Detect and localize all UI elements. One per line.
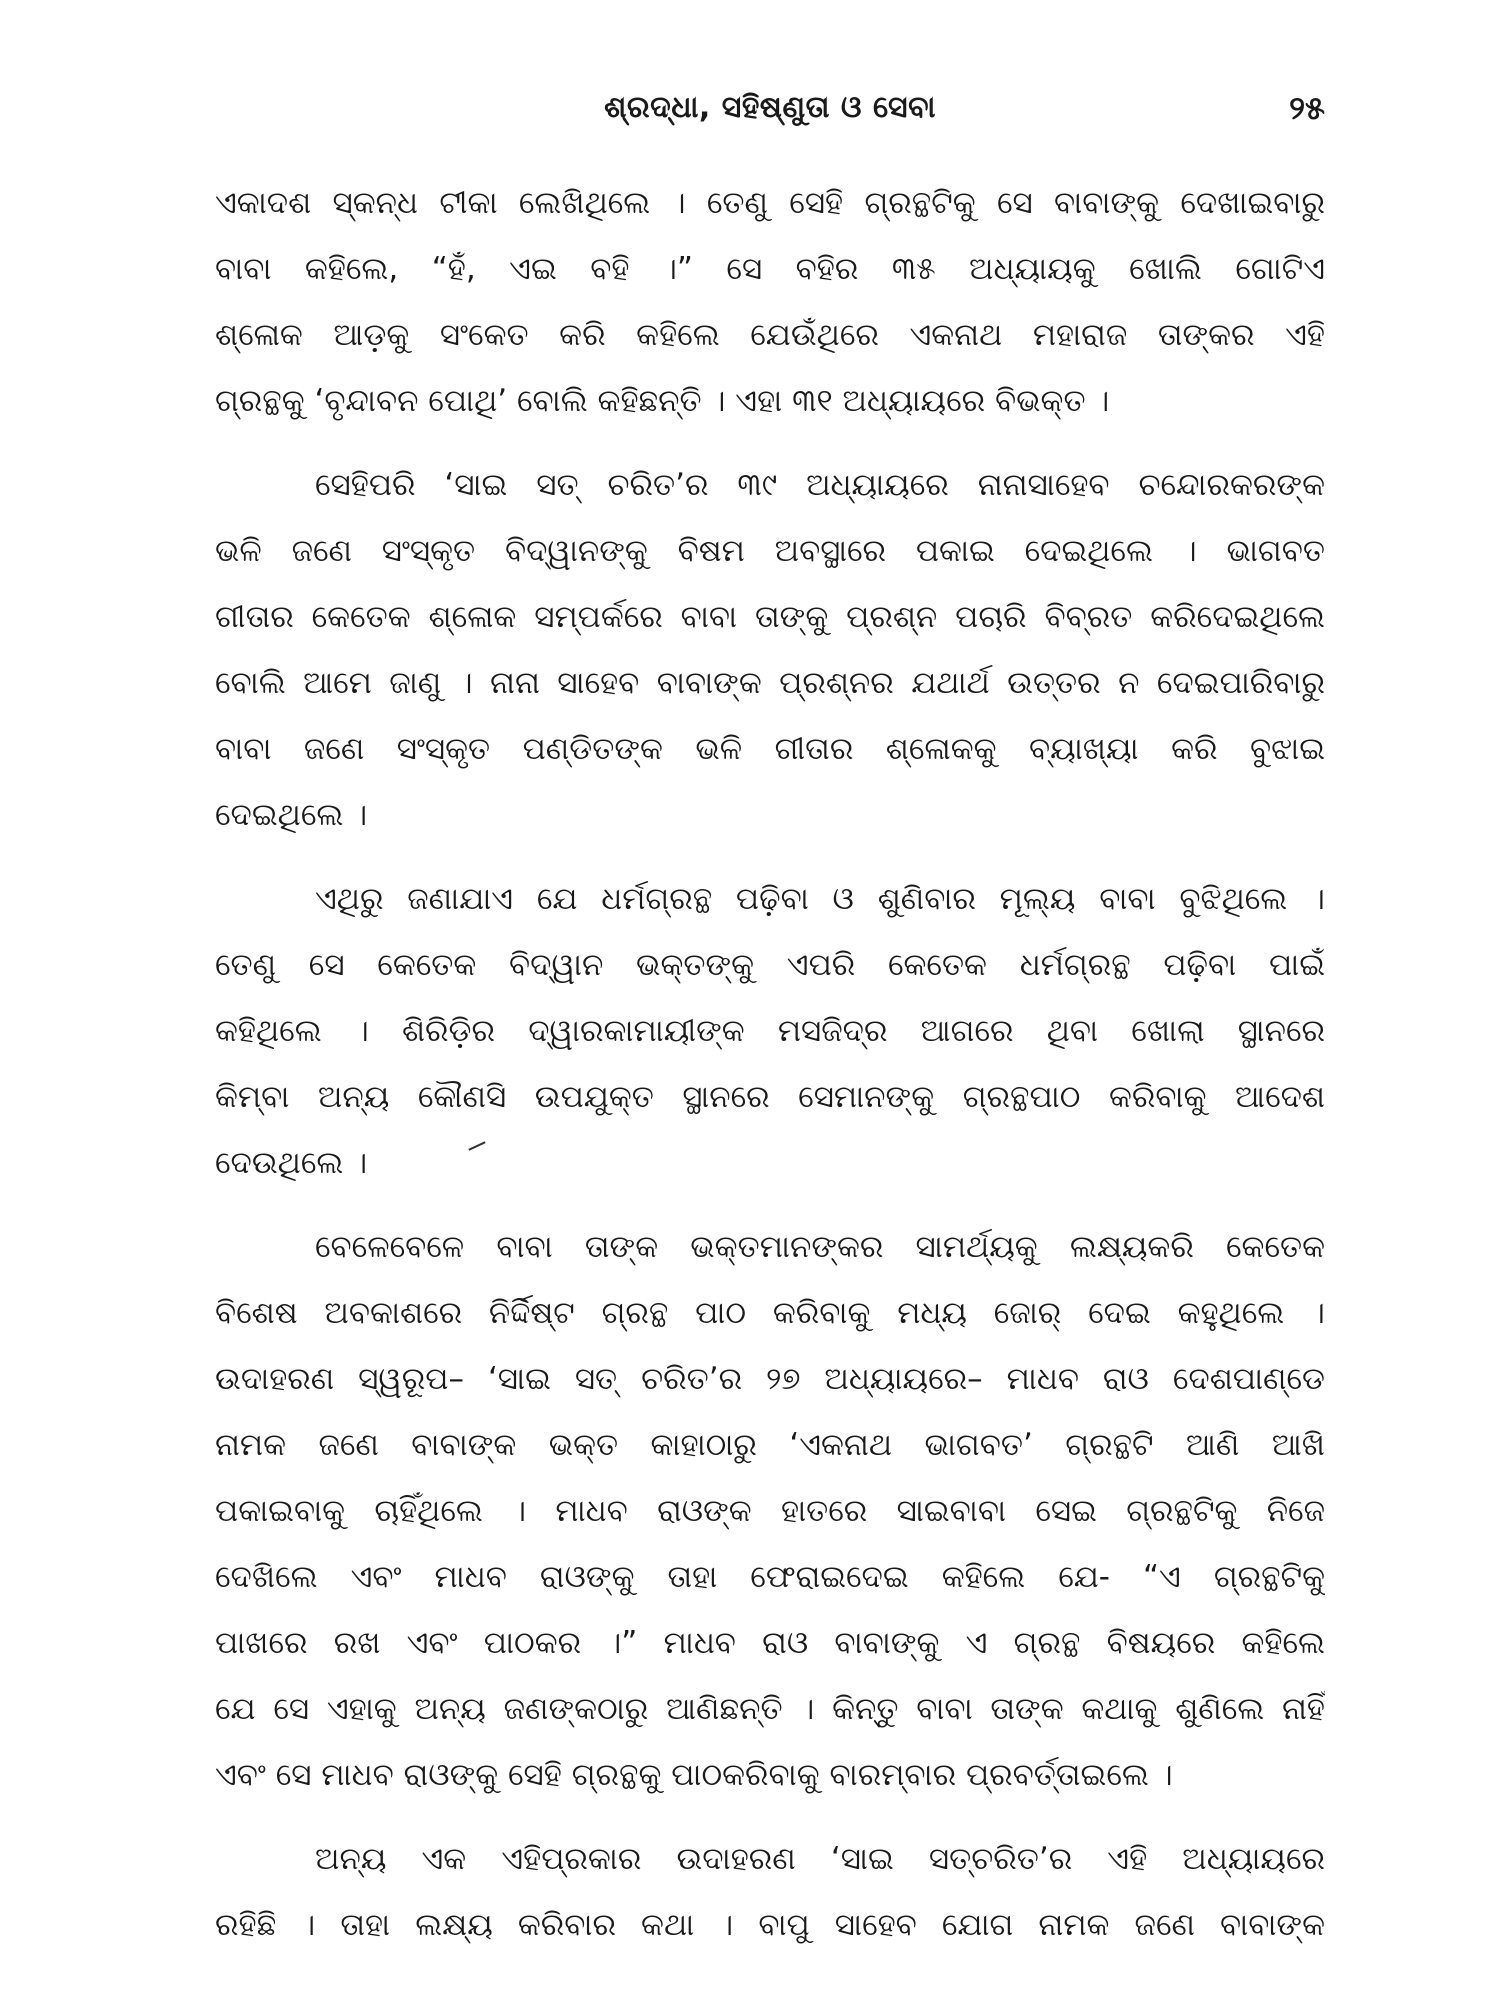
text-line: ଦେଉଥିଲେ । [215,1145,368,1181]
paragraph [215,1214,1325,1808]
page-number: ୨୫ [1289,89,1325,127]
paragraph [215,452,1325,848]
text-line: ବିଶେଷ ଅବକାଶରେ ନିର୍ଦ୍ଦିଷ୍ଟ ଗ୍ରନ୍ଥ ପାଠ କରିବାକୁ ମଧ୍ୟ ଜୋର୍ ଦେଇ କହୁଥିଲେ । [215,1295,1325,1331]
text-line: ଗୀତାର କେତେକ ଶ୍ଳୋକ ସମ୍ପର୍କରେ ବାବା ତାଙ୍କୁ ପ୍ରଶ୍ନ ପଚାରି ବିବ୍ରତ କରିଦେଇଥିଲେ [215,599,1325,635]
text-line: ଅନ୍ୟ ଏକ ଏହିପ୍ରକାର ଉଦାହରଣ ‘ସାଇ ସତ୍‌ଚରିତ’ର ଏହି ଅଧ୍ୟାୟରେ [315,1841,1325,1877]
text-line: ବାବା କହିଲେ, “ହଁ, ଏଇ ବହି ।” ସେ ବହିର ୩୫ ଅଧ୍ୟାୟକୁ ଖୋଲି ଗୋଟିଏ [215,251,1325,287]
text-line: ସେହିପରି ‘ସାଇ ସତ୍ ଚରିତ’ର ୩୯ ଅଧ୍ୟାୟରେ ନାନାସାହେବ ଚନ୍ଦୋରକରଙ୍କ [315,467,1325,503]
text-line: ଭଳି ଜଣେ ସଂସ୍କୃତ ବିଦ୍ୱାନଙ୍କୁ ବିଷମ ଅବସ୍ଥାରେ ପକାଇ ଦେଇଥିଲେ । ଭାଗବତ [215,533,1325,569]
text-line: କହିଥିଲେ । ଶିରିଡ଼ିର ଦ୍ୱାରକାମାୟୀଙ୍କ ମସଜିଦ୍‌ର ଆଗରେ ଥିବା ଖୋଲା ସ୍ଥାନରେ [215,1013,1325,1049]
text-line: କିମ୍ବା ଅନ୍ୟ କୌଣସି ଉପଯୁକ୍ତ ସ୍ଥାନରେ ସେମାନଙ୍କୁ ଗ୍ରନ୍ଥପାଠ କରିବାକୁ ଆଦେଶ [215,1079,1325,1115]
text-line: ପକାଇବାକୁ ଚାହିଁଥିଲେ । ମାଧବ ରାଓଙ୍କ ହାତରେ ସାଇବାବା ସେଇ ଗ୍ରନ୍ଥଟିକୁ ନିଜେ [215,1493,1325,1529]
text-line: ଏକାଦଶ ସ୍କନ୍ଧ ଟୀକା ଲେଖିଥିଲେ । ତେଣୁ ସେହି ଗ୍ରନ୍ଥଟିକୁ ସେ ବାବାଙ୍କୁ ଦେଖାଇବାରୁ [215,185,1325,221]
text-line: ଗ୍ରନ୍ଥକୁ ‘ବୃନ୍ଦାବନ ପୋଥି’ ବୋଲି କହିଛନ୍ତି । ଏହା ୩୧ ଅଧ୍ୟାୟରେ ବିଭକ୍ତ । [215,383,1110,419]
running-head-title: ଶ୍ରଦ୍ଧା, ସହିଷ୍ଣୁତା ଓ ସେବା [604,90,936,125]
paragraph [215,1826,1325,1958]
text-line: ଦେଇଥିଲେ । [215,797,368,833]
text-line: ଏବଂ ସେ ମାଧବ ରାଓଙ୍କୁ ସେହି ଗ୍ରନ୍ଥକୁ ପାଠକରିବାକୁ ବାରମ୍ବାର ପ୍ରବର୍ତ୍ତାଇଲେ । [215,1757,1173,1793]
text-line: ନାମକ ଜଣେ ବାବାଙ୍କ ଭକ୍ତ କାହାଠାରୁ ‘ଏକନାଥ ଭାଗବତ’ ଗ୍ରନ୍ଥଟି ଆଣି ଆଖି [215,1427,1325,1463]
paragraph [215,170,1325,434]
text-line: ଏଥିରୁ ଜଣାଯାଏ ଯେ ଧର୍ମଗ୍ରନ୍ଥ ପଢ଼ିବା ଓ ଶୁଣିବାର ମୂଲ୍ୟ ବାବା ବୁଝିଥିଲେ । [315,881,1325,917]
text-line: ଦେଖିଲେ ଏବଂ ମାଧବ ରାଓଙ୍କୁ ତାହା ଫେରାଇଦେଇ କହିଲେ ଯେ- “ଏ ଗ୍ରନ୍ଥଟିକୁ [215,1559,1325,1595]
text-line: ବେଳେବେଳେ ବାବା ତାଙ୍କ ଭକ୍ତମାନଙ୍କର ସାମର୍ଥ୍ୟକୁ ଲକ୍ଷ୍ୟକରି କେତେକ [315,1229,1325,1265]
body-text [215,170,1325,1958]
text-line: ଯେ ସେ ଏହାକୁ ଅନ୍ୟ ଜଣଙ୍କଠାରୁ ଆଣିଛନ୍ତି । କିନ୍ତୁ ବାବା ତାଙ୍କ କଥାକୁ ଶୁଣିଲେ ନାହିଁ [215,1691,1325,1727]
text-line: ତେଣୁ ସେ କେତେକ ବିଦ୍ୱାନ ଭକ୍ତଙ୍କୁ ଏପରି କେତେକ ଧର୍ମଗ୍ରନ୍ଥ ପଢ଼ିବା ପାଇଁ [215,947,1325,983]
text-line: ପାଖରେ ରଖ ଏବଂ ପାଠକର ।” ମାଧବ ରାଓ ବାବାଙ୍କୁ ଏ ଗ୍ରନ୍ଥ ବିଷୟରେ କହିଲେ [215,1625,1325,1661]
text-line: ବୋଲି ଆମେ ଜାଣୁ । ନାନା ସାହେବ ବାବାଙ୍କ ପ୍ରଶ୍ନର ଯଥାର୍ଥ ଉତ୍ତର ନ ଦେଇପାରିବାରୁ [215,665,1325,701]
text-line: ବାବା ଜଣେ ସଂସ୍କୃତ ପଣ୍ଡିତଙ୍କ ଭଳି ଗୀତାର ଶ୍ଳୋକକୁ ବ୍ୟାଖ୍ୟା କରି ବୁଝାଇ [215,731,1325,767]
paragraph [215,866,1325,1196]
text-line: ରହିଛି । ତାହା ଲକ୍ଷ୍ୟ କରିବାର କଥା । ବାପୁ ସାହେବ ଯୋଗ ନାମକ ଜଣେ ବାବାଙ୍କ [215,1907,1325,1943]
text-line: ଉଦାହରଣ ସ୍ୱରୂପ– ‘ସାଇ ସତ୍ ଚରିତ’ର ୨୭ ଅଧ୍ୟାୟରେ– ମାଧବ ରାଓ ଦେଶପାଣ୍ଡେ [215,1361,1325,1397]
running-head [215,78,1325,138]
text-line: ଶ୍ଳୋକ ଆଡ଼କୁ ସଂକେତ କରି କହିଲେ ଯେଉଁଥିରେ ଏକନାଥ ମହାରାଜ ତାଙ୍କର ଏହି [215,317,1325,353]
